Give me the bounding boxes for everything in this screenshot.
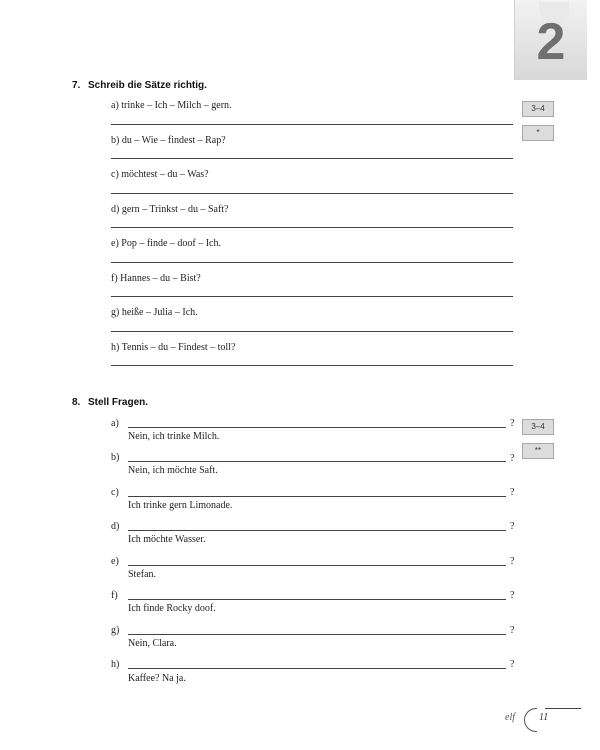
exercise-8-number: 8. — [72, 397, 81, 408]
exercise-8-heading: Stell Fragen. — [88, 397, 149, 408]
write-line-a[interactable] — [111, 124, 513, 125]
question-letter-g: g) — [111, 625, 120, 636]
question-line-b[interactable] — [128, 461, 506, 462]
sentence-prompt-e: e) Pop – finde – doof – Ich. — [111, 238, 221, 249]
write-line-c[interactable] — [111, 193, 513, 194]
sentence-prompt-c: c) möchtest – du – Was? — [111, 169, 209, 180]
sentence-prompt-g: g) heiße – Julia – Ich. — [111, 307, 198, 318]
answer-h: Kaffee? Na ja. — [128, 673, 186, 684]
question-line-c[interactable] — [128, 496, 506, 497]
question-mark-c: ? — [510, 487, 515, 498]
question-line-f[interactable] — [128, 599, 506, 600]
answer-f: Ich finde Rocky doof. — [128, 603, 216, 614]
exercise-7-level-badge: 3–4 — [522, 101, 554, 117]
question-line-e[interactable] — [128, 565, 506, 566]
sentence-prompt-h: h) Tennis – du – Findest – toll? — [111, 342, 236, 353]
page-number: 11 — [539, 712, 549, 723]
question-letter-d: d) — [111, 521, 120, 532]
sentence-prompt-a: a) trinke – Ich – Milch – gern. — [111, 100, 232, 111]
chapter-tab — [514, 0, 587, 80]
write-line-d[interactable] — [111, 227, 513, 228]
write-line-h[interactable] — [111, 365, 513, 366]
question-letter-c: c) — [111, 487, 119, 498]
answer-c: Ich trinke gern Limonade. — [128, 500, 233, 511]
exercise-8-difficulty-badge: ** — [522, 443, 554, 459]
write-line-f[interactable] — [111, 296, 513, 297]
question-mark-g: ? — [510, 625, 515, 636]
question-line-d[interactable] — [128, 530, 506, 531]
write-line-g[interactable] — [111, 331, 513, 332]
question-letter-b: b) — [111, 452, 120, 463]
sentence-prompt-d: d) gern – Trinkst – du – Saft? — [111, 204, 229, 215]
sentence-prompt-b: b) du – Wie – findest – Rap? — [111, 135, 226, 146]
question-letter-f: f) — [111, 590, 118, 601]
question-letter-e: e) — [111, 556, 119, 567]
answer-b: Nein, ich möchte Saft. — [128, 465, 218, 476]
question-mark-e: ? — [510, 556, 515, 567]
exercise-7-number: 7. — [72, 80, 81, 91]
answer-d: Ich möchte Wasser. — [128, 534, 206, 545]
question-mark-h: ? — [510, 659, 515, 670]
exercise-7-title — [72, 80, 207, 91]
question-letter-a: a) — [111, 418, 119, 429]
question-mark-a: ? — [510, 418, 515, 429]
question-mark-b: ? — [510, 453, 515, 464]
answer-g: Nein, Clara. — [128, 638, 177, 649]
exercise-7-difficulty-badge: * — [522, 125, 554, 141]
exercise-7-heading: Schreib die Sätze richtig. — [88, 80, 207, 91]
question-mark-d: ? — [510, 521, 515, 532]
question-letter-h: h) — [111, 659, 120, 670]
answer-e: Stefan. — [128, 569, 157, 580]
answer-a: Nein, ich trinke Milch. — [128, 431, 220, 442]
question-mark-f: ? — [510, 590, 515, 601]
chapter-number: 2 — [536, 13, 566, 71]
page-number-word: elf — [505, 712, 515, 723]
question-line-a[interactable] — [128, 427, 506, 428]
page-bracket-decoration — [524, 708, 537, 732]
write-line-e[interactable] — [111, 262, 513, 263]
sentence-prompt-f: f) Hannes – du – Bist? — [111, 273, 201, 284]
footer-divider — [545, 708, 581, 709]
question-line-h[interactable] — [128, 668, 506, 669]
question-line-g[interactable] — [128, 634, 506, 635]
write-line-b[interactable] — [111, 158, 513, 159]
exercise-8-title — [72, 397, 148, 408]
exercise-8-level-badge: 3–4 — [522, 419, 554, 435]
